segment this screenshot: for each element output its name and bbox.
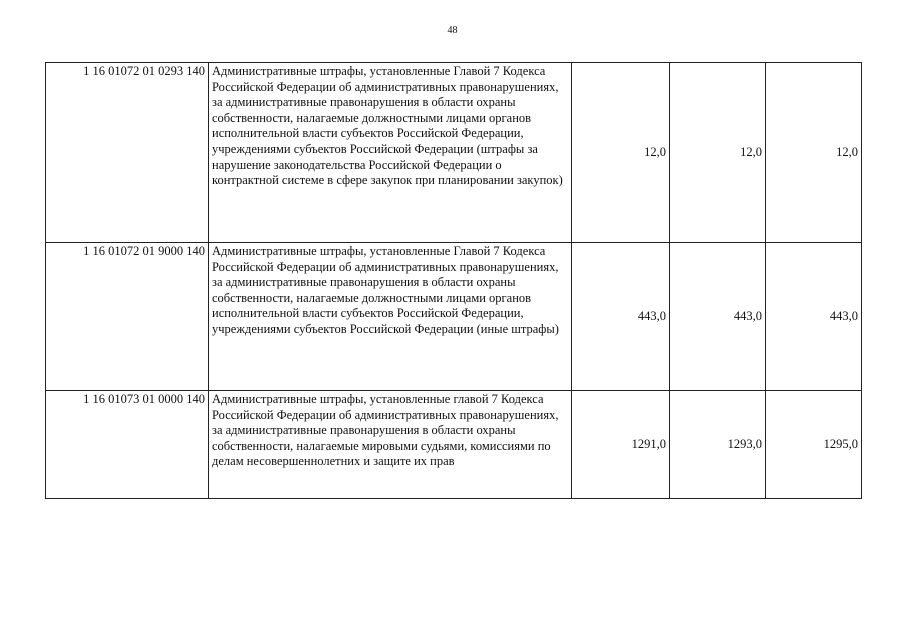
value-year-2: 1293,0 [670, 391, 766, 499]
row-description: Административные штрафы, установленные главой 7 Кодекса Российской Федерации об административных правонарушениях, за административные правонарушения в области охраны собственности, налагаемые мировыми судьями, комиссиями по делам несовершеннолетних и защите их прав [209, 391, 572, 499]
row-description: Административные штрафы, установленные Главой 7 Кодекса Российской Федерации об административных правонарушениях, за административные правонарушения в области охраны собственности, налагаемые должностными лицами органов исполнительной власти субъектов Российской Федерации, учреждениями субъектов Российской Федерации (штрафы за нарушение законодательства Российской Федерации о контрактной системе в сфере закупок при планировании закупок) [209, 63, 572, 243]
value-year-1: 443,0 [572, 243, 670, 391]
table-row [46, 63, 862, 243]
table-row [46, 243, 862, 391]
value-year-2: 12,0 [670, 63, 766, 243]
value-year-1: 12,0 [572, 63, 670, 243]
value-year-2: 443,0 [670, 243, 766, 391]
value-year-3: 1295,0 [766, 391, 862, 499]
row-description: Административные штрафы, установленные Главой 7 Кодекса Российской Федерации об административных правонарушениях, за административные правонарушения в области охраны собственности, налагаемые должностными лицами органов исполнительной власти субъектов Российской Федерации, учреждениями субъектов Российской Федерации (иные штрафы) [209, 243, 572, 391]
value-year-1: 1291,0 [572, 391, 670, 499]
page-number: 48 [447, 25, 458, 36]
revenue-table [45, 62, 862, 499]
value-year-3: 443,0 [766, 243, 862, 391]
table-row [46, 391, 862, 499]
value-year-3: 12,0 [766, 63, 862, 243]
budget-code: 1 16 01073 01 0000 140 [46, 391, 209, 499]
budget-code: 1 16 01072 01 9000 140 [46, 243, 209, 391]
budget-code: 1 16 01072 01 0293 140 [46, 63, 209, 243]
